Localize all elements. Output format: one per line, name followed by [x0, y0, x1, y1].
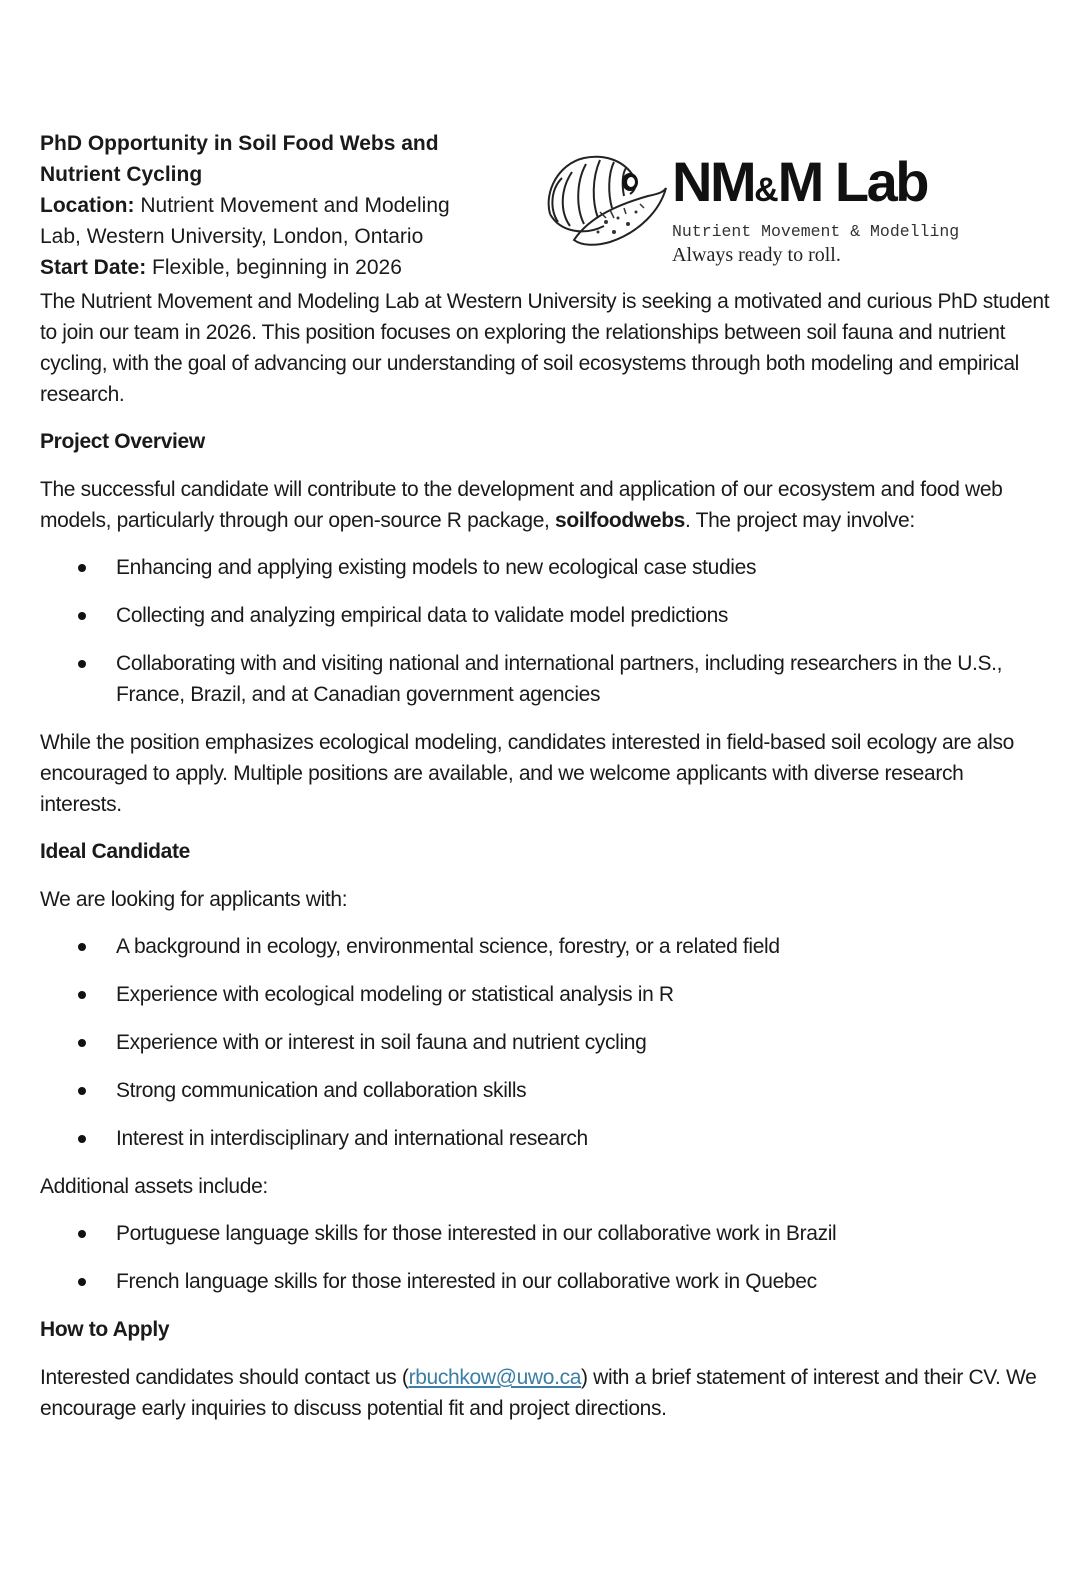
list-item: French language skills for those interested in our collaborative work in Quebec	[40, 1266, 1050, 1297]
lab-subtitle: Nutrient Movement & Modelling	[672, 222, 960, 241]
ideal-candidate-heading: Ideal Candidate	[40, 840, 190, 863]
package-name: soilfoodwebs	[555, 509, 686, 532]
document-page	[40, 128, 1050, 1440]
list-item: Enhancing and applying existing models to new ecological case studies	[40, 552, 1050, 583]
bullet-icon	[78, 1039, 86, 1047]
list-item: Experience with or interest in soil fauna and nutrient cycling	[40, 1027, 1050, 1058]
project-tasks-list	[40, 552, 1050, 710]
intro-paragraph: The Nutrient Movement and Modeling Lab at Western University is seeking a motivated and curious PhD student to join our team in 2026. This position focuses on exploring the relationships between soil fauna and nutrient cycling, with the goal of advancing our understanding of soil ecosystems through both modeling and empirical research.	[40, 290, 1050, 406]
title-line-2: Nutrient Cycling	[40, 163, 203, 186]
position-note-paragraph: While the position emphasizes ecological modeling, candidates interested in field-based soil ecology are also encouraged to apply. Multiple positions are available, and we welcome applicants with diverse research interests.	[40, 731, 1014, 816]
qualifications-list	[40, 931, 1050, 1154]
location-value: Nutrient Movement and Modeling	[140, 194, 450, 217]
bullet-icon	[78, 991, 86, 999]
start-date-label: Start Date:	[40, 256, 147, 279]
how-to-apply-paragraph: Interested candidates should contact us (rbuchkow@uwo.ca) with a brief statement of interest and their CV. We encourage early inquiries to discuss potential fit and project directions.	[40, 1366, 1037, 1420]
location-label: Location:	[40, 194, 135, 217]
list-item: Strong communication and collaboration skills	[40, 1075, 1050, 1106]
start-date-value: Flexible, beginning in 2026	[152, 256, 402, 279]
location-value-cont: Lab, Western University, London, Ontario	[40, 225, 424, 248]
project-overview-paragraph: The successful candidate will contribute to the development and application of our ecosystem and food web models, particularly through our open-source R package, soilfoodwebs. The project may involve:	[40, 478, 1003, 532]
how-to-apply-heading: How to Apply	[40, 1318, 170, 1341]
bullet-icon	[78, 1087, 86, 1095]
ideal-candidate-intro: We are looking for applicants with:	[40, 888, 348, 911]
posting-info	[40, 128, 510, 283]
list-item: Collecting and analyzing empirical data to validate model predictions	[40, 600, 1050, 631]
list-item: Portuguese language skills for those interested in our collaborative work in Brazil	[40, 1218, 1050, 1249]
bullet-icon	[78, 1230, 86, 1238]
bullet-icon	[78, 1135, 86, 1143]
document-header	[40, 128, 1050, 286]
bullet-icon	[78, 612, 86, 620]
pill-bug-icon	[540, 152, 668, 248]
contact-email-link[interactable]: rbuchkow@uwo.ca	[408, 1366, 582, 1389]
bullet-icon	[78, 1278, 86, 1286]
list-item: Collaborating with and visiting national and international partners, including researchers in the U.S., France, Brazil, and at Canadian government agencies	[40, 648, 1050, 710]
bullet-icon	[78, 564, 86, 572]
list-item: Interest in interdisciplinary and international research	[40, 1123, 1050, 1154]
project-overview-heading: Project Overview	[40, 430, 205, 453]
start-date-line	[40, 252, 510, 283]
additional-assets-intro: Additional assets include:	[40, 1175, 268, 1198]
list-item: A background in ecology, environmental science, forestry, or a related field	[40, 931, 1050, 962]
title-line-1: PhD Opportunity in Soil Food Webs and	[40, 132, 439, 155]
posting-title	[40, 128, 510, 190]
lab-tagline: Always ready to roll.	[672, 244, 841, 266]
lab-name: NM&M Lab	[672, 150, 927, 213]
location-line	[40, 190, 510, 252]
lab-logo	[540, 148, 1020, 278]
bullet-icon	[78, 660, 86, 668]
additional-assets-list	[40, 1218, 1050, 1297]
list-item: Experience with ecological modeling or statistical analysis in R	[40, 979, 1050, 1010]
bullet-icon	[78, 943, 86, 951]
